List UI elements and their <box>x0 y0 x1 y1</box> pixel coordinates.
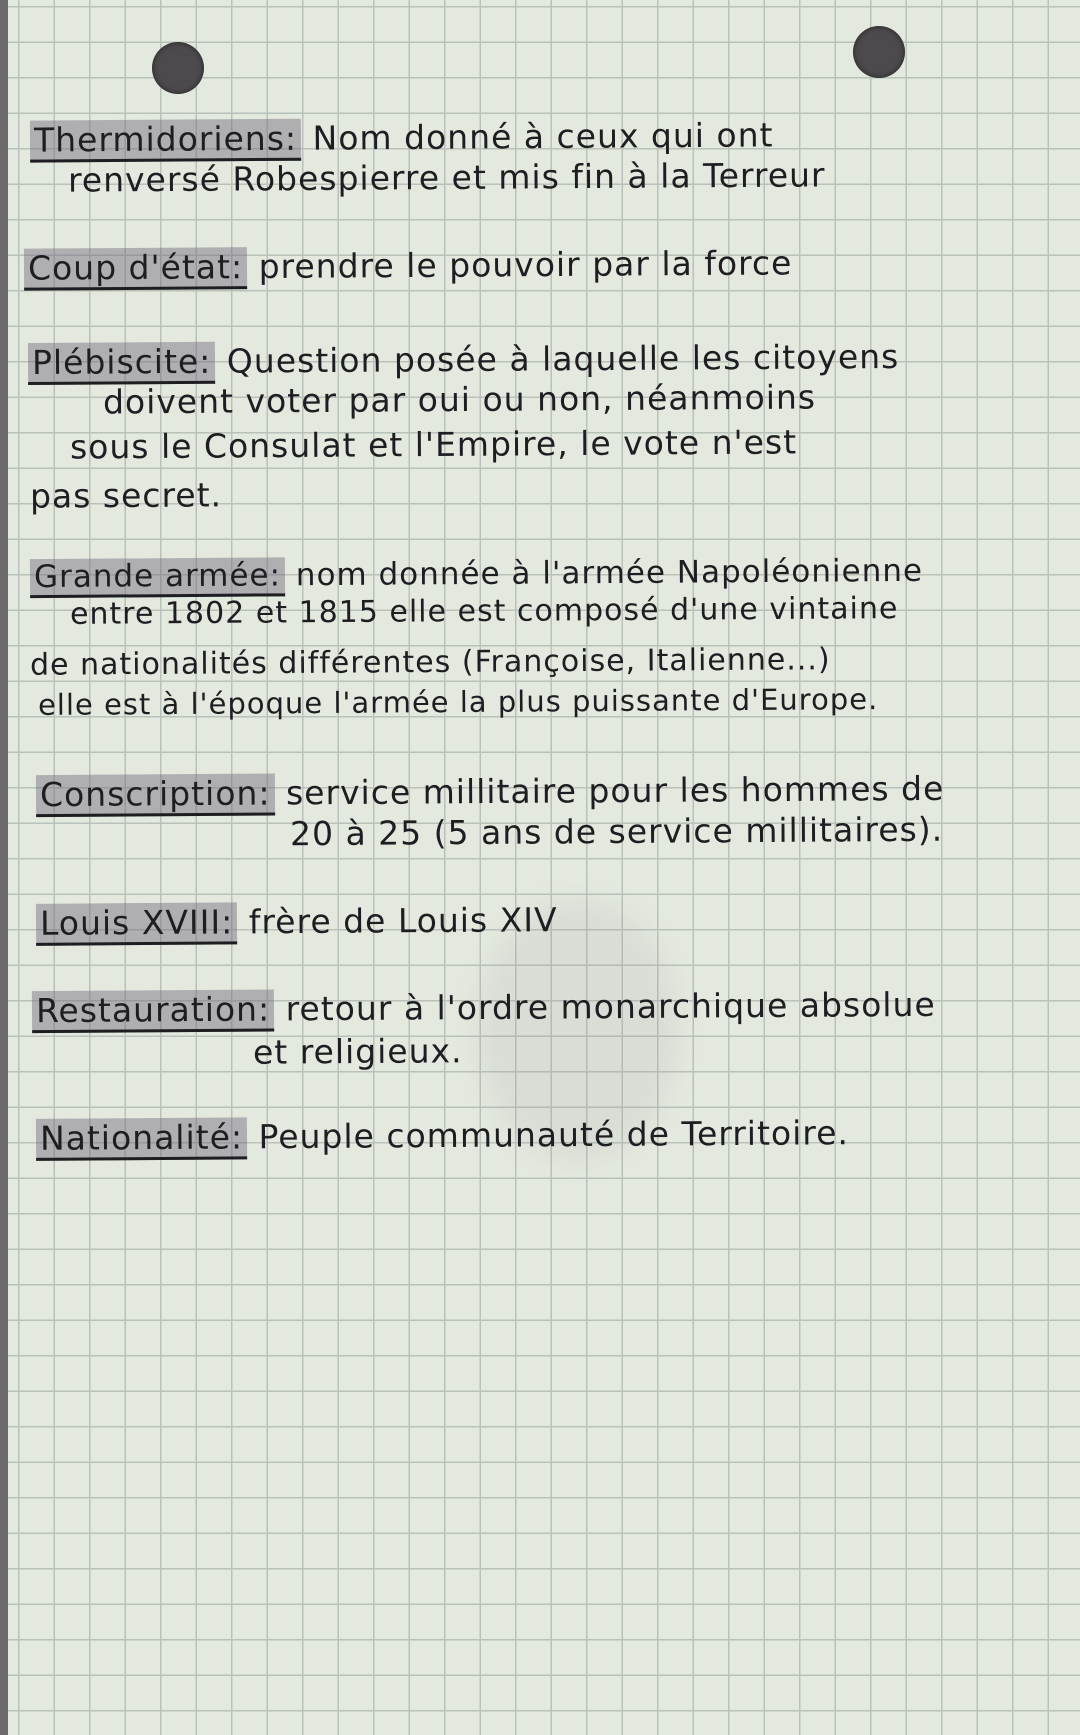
entry-louis-xviii <box>36 900 558 946</box>
definition-line: prendre le pouvoir par la force <box>258 243 793 287</box>
entry-restauration <box>32 985 936 1033</box>
term: Restauration: <box>32 989 274 1033</box>
term: Coup d'état: <box>24 247 247 291</box>
definition-line: elle est à l'époque l'armée la plus puissante d'Europe. <box>37 682 879 722</box>
punch-hole-right <box>853 26 905 78</box>
definition-line: Nom donné à ceux qui ont <box>312 115 774 158</box>
definition-line: sous le Consulat et l'Empire, le vote n'est <box>69 422 798 467</box>
entry-nationalite <box>36 1113 849 1161</box>
definition-line: Peuple communauté de Territoire. <box>258 1113 850 1157</box>
entry-coup-d-etat <box>24 243 793 290</box>
definition-line: pas secret. <box>29 475 223 516</box>
index-card <box>8 0 1080 1735</box>
definition-line: de nationalités différentes (Françoise, Italienne...) <box>29 642 831 683</box>
term: Plébiscite: <box>28 342 216 385</box>
term: Conscription: <box>36 774 275 818</box>
term: Thermidoriens: <box>30 119 301 163</box>
definition-line: renversé Robespierre et mis fin à la Terreur <box>67 155 826 200</box>
term: Grande armée: <box>30 557 285 598</box>
definition-line: Question posée à laquelle les citoyens <box>226 336 900 381</box>
term: Louis XVIII: <box>36 902 238 945</box>
definition-line: entre 1802 et 1815 elle est composé d'une vintaine <box>69 591 899 632</box>
definition-line: 20 à 25 (5 ans de service millitaires). <box>289 809 944 854</box>
definition-line: nom donnée à l'armée Napoléonienne <box>295 552 924 594</box>
term: Nationalité: <box>36 1117 247 1160</box>
punch-hole-left <box>152 42 204 94</box>
definition-line: retour à l'ordre monarchique absolue <box>285 984 936 1029</box>
definition-line: et religieux. <box>252 1031 463 1072</box>
definition-line: frère de Louis XIV <box>248 900 558 942</box>
definition-line: doivent voter par oui ou non, néanmoins <box>102 377 817 422</box>
definition-line: service millitaire pour les hommes de <box>285 768 945 813</box>
